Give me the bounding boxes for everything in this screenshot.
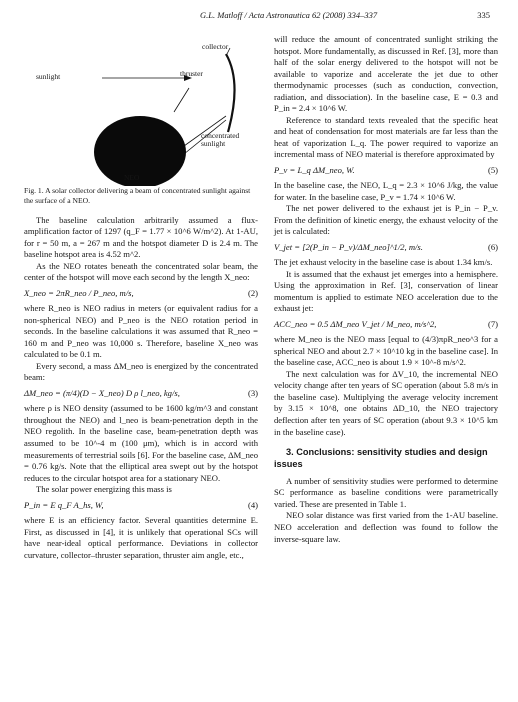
right-paragraph-7: where M_neo is the NEO mass [equal to (4/3)πρR_neo^3 for a spherical NEO and about 2.7 × 10^10 kg in the baseline case]. In the baseline case, ACC_neo is about 1.9 × 10^-8 m/s^2.	[274, 334, 498, 368]
right-paragraph-1: will reduce the amount of concentrated sunlight striking the hotspot. More fundamentally, as discussed in Ref. [3], more than half of the solar energy delivered to the hotspot will not be available to vaporize and accelerate the jet due to other thermodynamic processes (such as conduction, convection, radiation, and dissociation). In the baseline case, E = 0.3 and P_in = 2.4 × 10^6 W.	[274, 34, 498, 114]
equation-7-number: (7)	[487, 318, 498, 329]
sunlight-label: sunlight	[36, 72, 61, 81]
equation-3-number: (3)	[247, 387, 258, 398]
equation-7	[274, 319, 498, 331]
right-paragraph-4: The net power delivered to the exhaust jet is P_in − P_v. From the definition of kinetic energy, the exhaust velocity of the jet is calculated:	[274, 203, 498, 237]
equation-3-body: ΔM_neo = (π/4)(D − X_neo) D ρ l_neo, kg/s,	[24, 387, 180, 398]
concentrated-sunlight-label: concentrated sunlight	[201, 131, 240, 149]
left-paragraph-2: As the NEO rotates beneath the concentrated solar beam, the center of the hotspot will move each second by the length X_neo:	[24, 260, 258, 283]
journal-citation: G.L. Matloff / Acta Astronautica 62 (2008) 334–337	[200, 10, 378, 20]
equation-7-body: ACC_neo = 0.5 ΔM_neo V_jet / M_neo, m/s^2,	[274, 318, 437, 329]
section-heading: 3. Conclusions: sensitivity studies and design issues	[274, 447, 488, 469]
equation-6-number: (6)	[487, 241, 498, 252]
neo-body	[94, 116, 186, 186]
page-number: 335	[477, 10, 490, 20]
collector-label: collector	[202, 42, 229, 51]
figure-caption: Fig. 1. A solar collector delivering a beam of concentrated sunlight against the surface of a NEO.	[24, 186, 251, 205]
thruster-leader	[174, 88, 189, 112]
equation-4-number: (4)	[247, 499, 258, 510]
right-paragraph-9: A number of sensitivity studies were performed to determine SC performance as baseline conditions were parametrically varied. These are presented in Table 1.	[274, 475, 498, 509]
right-paragraph-6: It is assumed that the exhaust jet emerges into a hemisphere. Using the approximation in Ref. [3], conservation of linear momentum is applied to estimate NEO acceleration due to the exhaust jet:	[274, 268, 498, 314]
equation-6	[274, 242, 498, 254]
equation-5-body: P_v = L_q ΔM_neo, W.	[274, 164, 355, 175]
equation-5-number: (5)	[487, 164, 498, 175]
left-paragraph-4: Every second, a mass ΔM_neo is energized by the concentrated beam:	[24, 360, 258, 383]
right-column	[274, 34, 498, 545]
figure-1	[24, 34, 258, 186]
right-paragraph-2: Reference to standard texts revealed that the specific heat and heat of condensation for most materials are far less than the heat of vaporization L_q. The power required to vaporize an incremental mass of NEO material is therefore approximated by	[274, 114, 498, 160]
right-paragraph-3: In the baseline case, the NEO, L_q = 2.3 × 10^6 J/kg, the value for water. In the baseline case, P_v = 1.74 × 10^6 W.	[274, 180, 498, 202]
right-paragraph-8: The next calculation was for ΔV_10, the incremental NEO velocity change after ten years of SC operation (about 5.8 m/s in the baseline case). Multiplying the average velocity increment by 3.15 × 10^8, one obtains ΔD_10, the NEO trajectory deflection after ten years of SC operation (about 9.3 × 10^5 km in the baseline case).	[274, 368, 498, 437]
left-paragraph-7: where E is an efficiency factor. Several quantities determine E. First, as discussed in [4], it is unlikely that operational SCs will have near-ideal optical performance. Deviations in collector curvature, collector–thruster separation, thruster aim angle, etc.,	[24, 515, 258, 560]
equation-3	[24, 388, 258, 400]
figure-1-drawing	[24, 34, 258, 186]
collector-mirror	[226, 54, 235, 132]
equation-4	[24, 500, 258, 512]
left-paragraph-3: where R_neo is NEO radius in meters (or equivalent radius for a non-spherical NEO) and P_neo is the NEO rotation period in seconds. In the baseline calculations it was assumed that R_neo = 160 m and P_neo was 10,000 s. Therefore, baseline X_neo was calculated to be 0.1 m.	[24, 303, 258, 360]
left-paragraph-5: where ρ is NEO density (assumed to be 1600 kg/m^3 and constant throughout the NEO) and l_neo is beam-penetration depth in the NEO regolith. In the baseline case, beam-penetration depth was assumed to be 10^-4 m (100 μm), which is in accord with measurements of terrestrial soils [6]. For the baseline case, ΔM_neo = 0.76 kg/s. Note that the elliptical area swept out by the hotspot reduces to the circular hotspot area for a stationary NEO.	[24, 403, 258, 483]
right-paragraph-5: The jet exhaust velocity in the baseline case is about 1.34 km/s.	[274, 257, 493, 268]
equation-2	[24, 288, 258, 300]
neo-label: NEO	[124, 173, 140, 182]
thruster-label: thruster	[180, 69, 203, 78]
equation-4-body: P_in = E q_F A_hs, W,	[24, 499, 104, 510]
right-paragraph-10: NEO solar distance was first varied from the 1-AU baseline. NEO acceleration and deflection was found to follow the inverse-square law.	[274, 510, 498, 544]
equation-2-body: X_neo = 2πR_neo / P_neo, m/s,	[24, 287, 134, 298]
equation-6-body: V_jet = [2(P_in − P_v)/ΔM_neo]^1/2, m/s.	[274, 241, 423, 252]
left-paragraph-6: The solar power energizing this mass is	[36, 484, 172, 495]
running-header	[0, 10, 518, 24]
equation-2-number: (2)	[247, 287, 258, 298]
left-paragraph-1: The baseline calculation arbitrarily assumed a flux-amplification factor of 1297 (q_F = 1.77 × 10^6 W/m^2). At 1-AU, for r = 50 m, a = 267 m and the hotspot diameter D is 2.4 m. The baseline hotspot area is 4.52 m^2.	[24, 214, 258, 260]
left-column	[24, 34, 258, 561]
equation-5	[274, 165, 498, 177]
